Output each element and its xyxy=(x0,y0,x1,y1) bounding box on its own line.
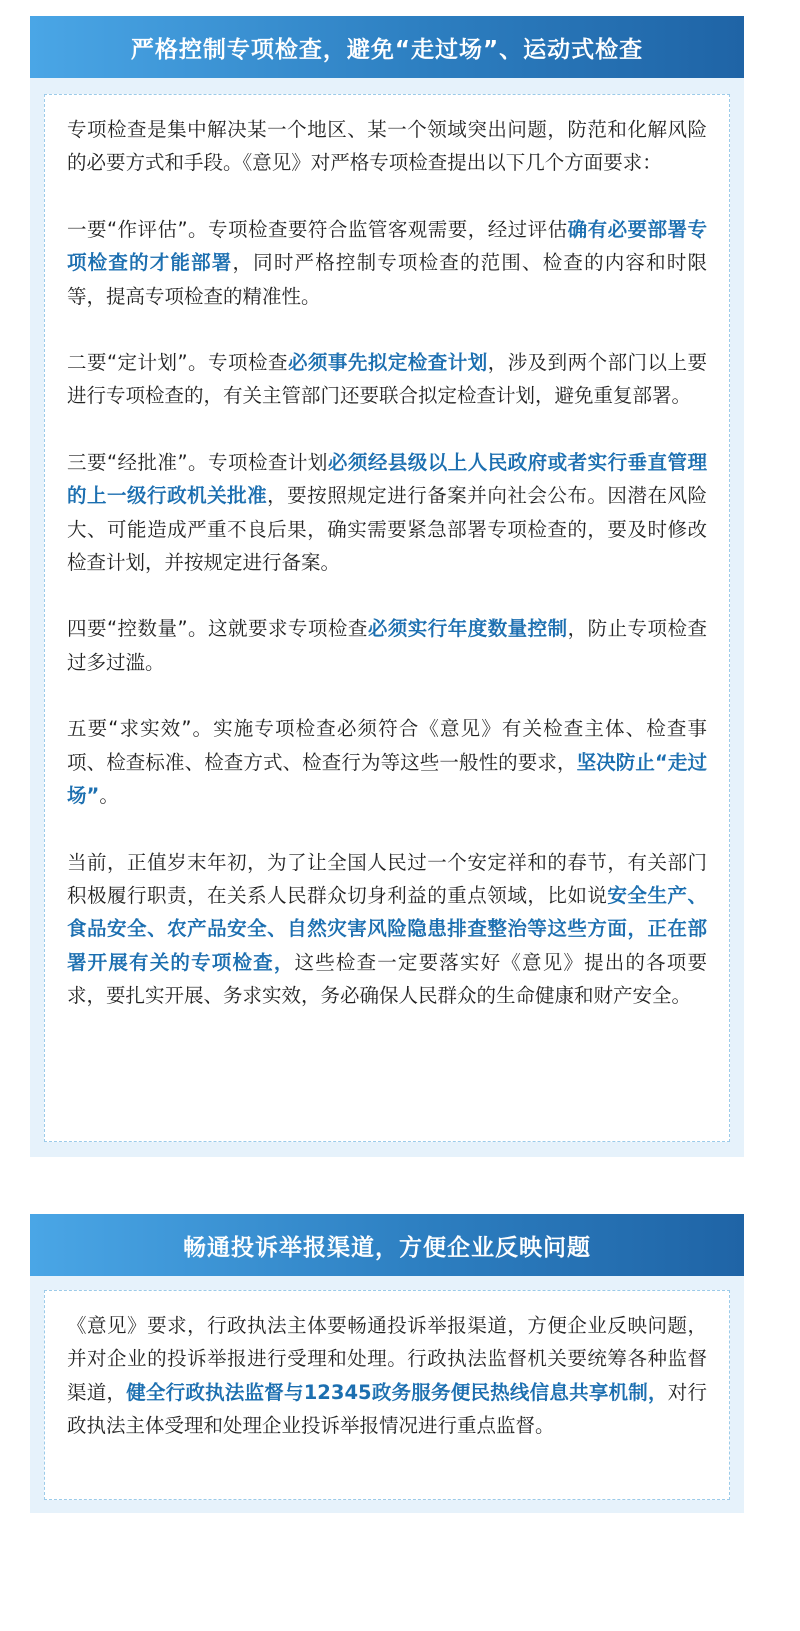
paragraph-approval xyxy=(67,446,707,580)
paragraph-text: 《意见》要求，行政执法主体要畅通投诉举报渠道，方便企业反映问题，并对企业的投诉举报进行受理和处理。行政执法监督机关要统筹各种监督渠道， xyxy=(67,1314,707,1404)
section-title-banner xyxy=(30,1214,744,1276)
paragraph-intro xyxy=(67,113,707,180)
paragraph-current xyxy=(67,846,707,1013)
paragraph-text: 二要“定计划”。专项检查 xyxy=(67,351,288,375)
paragraph-text: 五要“求实效”。实施专项检查必须符合《意见》有关检查主体、检查事项、检查标准、检查方式、检查行为等这些一般性的要求， xyxy=(67,717,707,774)
highlight-text: 确有必要部署专项检查的才能部署 xyxy=(67,217,707,275)
paragraph-text: 当前，正值岁末年初，为了让全国人民过一个安定祥和的春节，有关部门积极履行职责，在关系人民群众切身利益的重点领域，比如说 xyxy=(67,850,707,907)
paragraph-text: 一要“作评估”。专项检查要符合监管客观需要，经过评估 xyxy=(67,217,568,241)
paragraph-text: 三要“经批准”。专项检查计划 xyxy=(67,450,328,474)
paragraph-complaint xyxy=(67,1309,707,1443)
content-panel xyxy=(44,94,730,1142)
highlight-text: 健全行政执法监督与12345政务服务便民热线信息共享机制， xyxy=(126,1380,668,1404)
paragraph-text: 专项检查是集中解决某一个地区、某一个领域突出问题，防范和化解风险的必要方式和手段。《意见》对严格专项检查提出以下几个方面要求： xyxy=(67,118,707,175)
paragraph-text: 这些检查一定要落实好《意见》提出的各项要求，要扎实开展、务求实效，务必确保人民群众的生命健康和财产安全。 xyxy=(67,950,707,1008)
content-panel xyxy=(44,1290,730,1500)
paragraph-effectiveness xyxy=(67,712,707,812)
highlight-text: 必须经县级以上人民政府或者实行垂直管理的上一级行政机关批准 xyxy=(67,450,707,508)
paragraph-text: ，防止专项检查过多过滥。 xyxy=(67,617,707,674)
paragraph-text: ，涉及到两个部门以上要进行专项检查的，有关主管部门还要联合拟定检查计划，避免重复部署。 xyxy=(67,351,707,408)
highlight-text: 必须事先拟定检查计划 xyxy=(287,351,488,375)
paragraph-quantity xyxy=(67,612,707,679)
section-strict-inspection xyxy=(30,16,744,1157)
highlight-text: 必须实行年度数量控制 xyxy=(367,617,568,641)
paragraph-plan xyxy=(67,346,707,413)
paragraph-text: 四要“控数量”。这就要求专项检查 xyxy=(67,617,368,641)
highlight-text: 坚决防止“走过场” xyxy=(67,750,707,808)
paragraph-text: ，要按照规定进行备案并向社会公布。因潜在风险大、可能造成严重不良后果，确实需要紧急部署专项检查的，要及时修改检查计划，并按规定进行备案。 xyxy=(67,484,707,575)
section-title-banner xyxy=(30,16,744,78)
paragraph-text: 对行政执法主体受理和处理企业投诉举报情况进行重点监督。 xyxy=(67,1380,707,1438)
highlight-text: 安全生产、食品安全、农产品安全、自然灾害风险隐患排查整治等这些方面，正在部署开展有关的专项检查， xyxy=(67,883,707,974)
paragraph-assessment xyxy=(67,213,707,313)
section-title: 严格控制专项检查，避免“走过场”、运动式检查 xyxy=(130,36,644,63)
paragraph-text: ，同时严格控制专项检查的范围、检查的内容和时限等，提高专项检查的精准性。 xyxy=(67,251,707,308)
section-complaint-channel xyxy=(30,1214,744,1513)
section-title: 畅通投诉举报渠道，方便企业反映问题 xyxy=(183,1234,591,1261)
paragraph-text: 。 xyxy=(99,784,119,808)
